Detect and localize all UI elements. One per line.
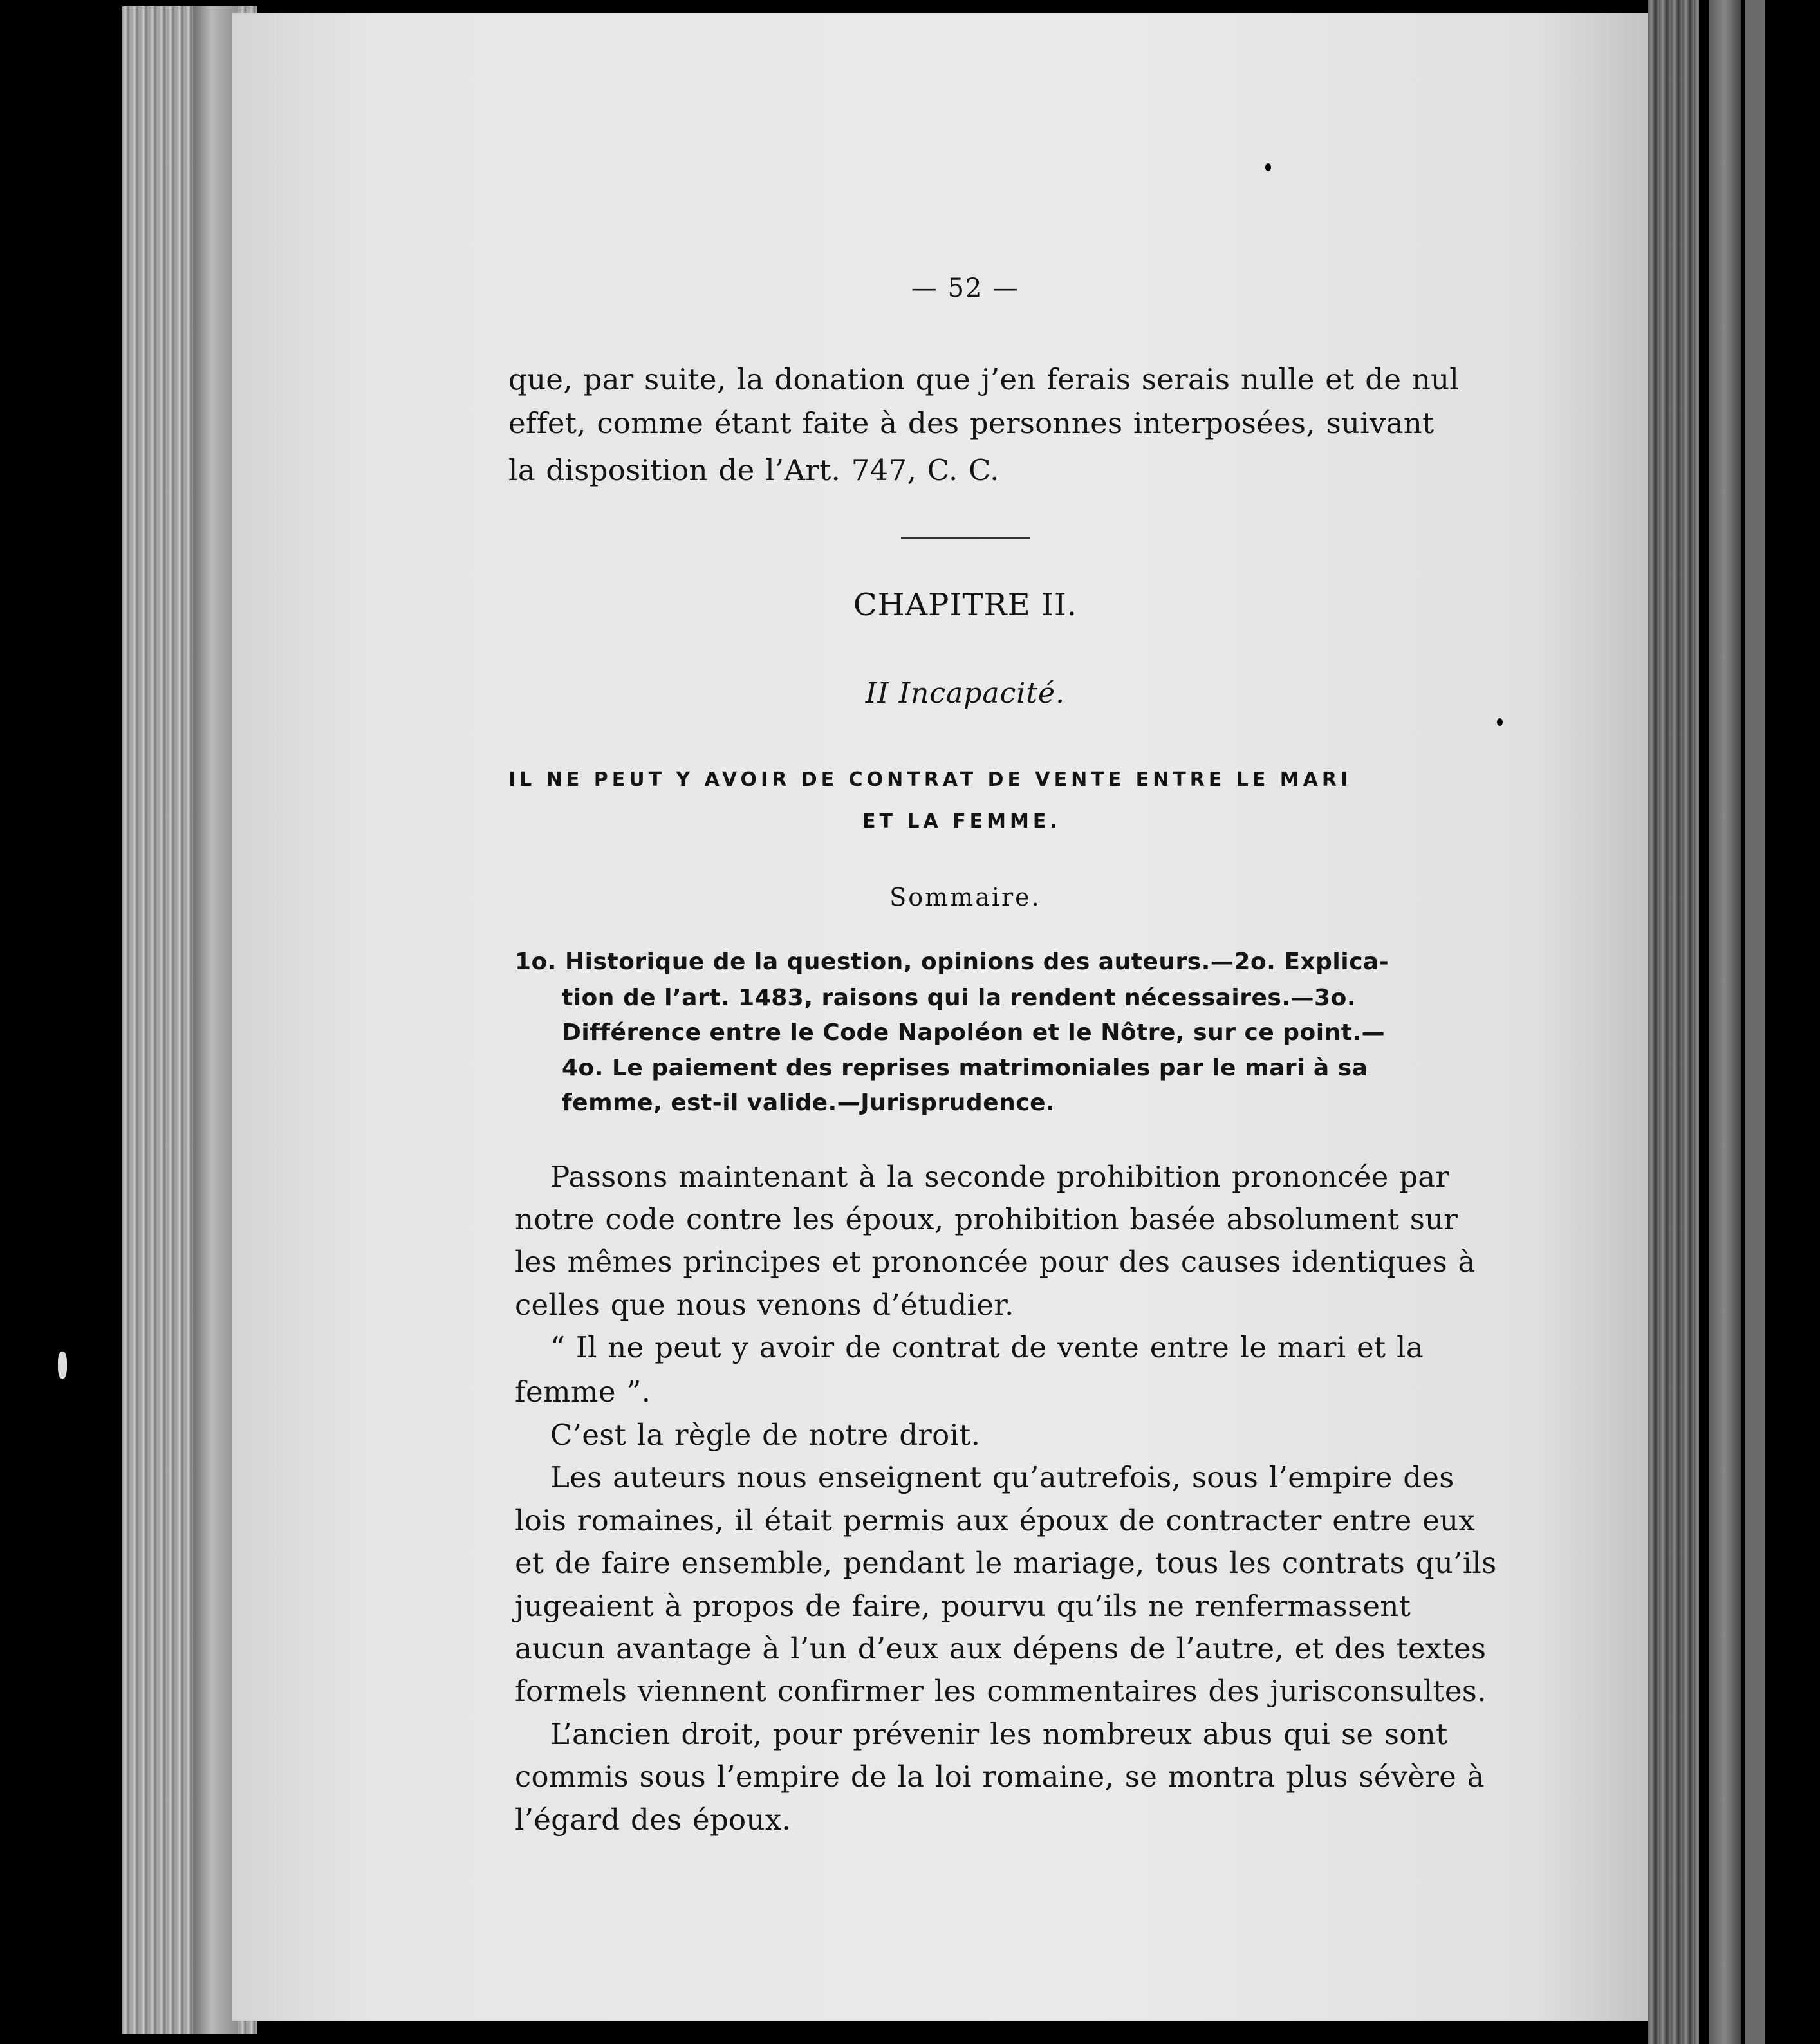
body-line-11: jugeaient à propos de faire, pourvu qu’ils ne renfermassent bbox=[515, 1589, 1411, 1623]
body-line-3: les mêmes principes et prononcée pour des causes identiques à bbox=[515, 1245, 1476, 1279]
ink-speck bbox=[58, 1352, 67, 1379]
body-line-2: notre code contre les époux, prohibition basée absolument sur bbox=[515, 1202, 1458, 1236]
body-line-7: C’est la règle de notre droit. bbox=[550, 1418, 981, 1452]
summary-line-1: 1o. Historique de la question, opinions des auteurs.—2o. Explica- bbox=[515, 949, 1389, 975]
body-line-14: L’ancien droit, pour prévenir les nombreux abus qui se sont bbox=[550, 1717, 1448, 1751]
right-binding-edge-2 bbox=[1709, 0, 1741, 2044]
right-binding-edge-3 bbox=[1745, 0, 1765, 2044]
body-line-16: l’égard des époux. bbox=[515, 1803, 792, 1837]
ink-speck bbox=[1265, 163, 1271, 171]
body-line-1: Passons maintenant à la seconde prohibition prononcée par bbox=[550, 1160, 1450, 1194]
body-line-10: et de faire ensemble, pendant le mariage, tous les contrats qu’ils bbox=[515, 1546, 1497, 1580]
heading-line-2: ET LA FEMME. bbox=[862, 810, 1061, 833]
body-line-12: aucun avantage à l’un d’eux aux dépens de l’autre, et des textes bbox=[515, 1631, 1487, 1666]
opening-line-2: effet, comme étant faite à des personnes interposées, suivant bbox=[508, 406, 1435, 440]
opening-line-3: la disposition de l’Art. 747, C. C. bbox=[508, 453, 999, 487]
right-binding-edge bbox=[1648, 0, 1699, 2044]
summary-line-2: tion de l’art. 1483, raisons qui la rendent nécessaires.—3o. bbox=[562, 985, 1356, 1011]
ink-speck bbox=[1497, 718, 1503, 726]
body-line-13: formels viennent confirmer les commentaires des jurisconsultes. bbox=[515, 1674, 1487, 1708]
sommaire-title: Sommaire. bbox=[889, 883, 1041, 911]
page-number: — 52 — bbox=[911, 274, 1020, 303]
body-line-6: femme ”. bbox=[515, 1375, 651, 1409]
summary-line-4: 4o. Le paiement des reprises matrimoniales par le mari à sa bbox=[562, 1055, 1368, 1081]
body-line-5: “ Il ne peut y avoir de contrat de vente entre le mari et la bbox=[550, 1330, 1424, 1364]
body-line-4: celles que nous venons d’étudier. bbox=[515, 1288, 1014, 1322]
body-line-8: Les auteurs nous enseignent qu’autrefois, sous l’empire des bbox=[550, 1460, 1454, 1494]
body-line-15: commis sous l’empire de la loi romaine, se montra plus sévère à bbox=[515, 1760, 1485, 1794]
opening-line-1: que, par suite, la donation que j’en ferais serais nulle et de nul bbox=[508, 362, 1460, 396]
chapter-title: CHAPITRE II. bbox=[853, 587, 1078, 623]
section-divider bbox=[901, 537, 1030, 539]
summary-line-5: femme, est-il valide.—Jurisprudence. bbox=[562, 1090, 1055, 1116]
body-line-9: lois romaines, il était permis aux époux de contracter entre eux bbox=[515, 1503, 1476, 1538]
section-title: II Incapacité. bbox=[865, 677, 1066, 710]
heading-line-1: IL NE PEUT Y AVOIR DE CONTRAT DE VENTE ENTRE LE MARI bbox=[508, 768, 1352, 791]
summary-line-3: Différence entre le Code Napoléon et le Nôtre, sur ce point.— bbox=[562, 1019, 1386, 1046]
